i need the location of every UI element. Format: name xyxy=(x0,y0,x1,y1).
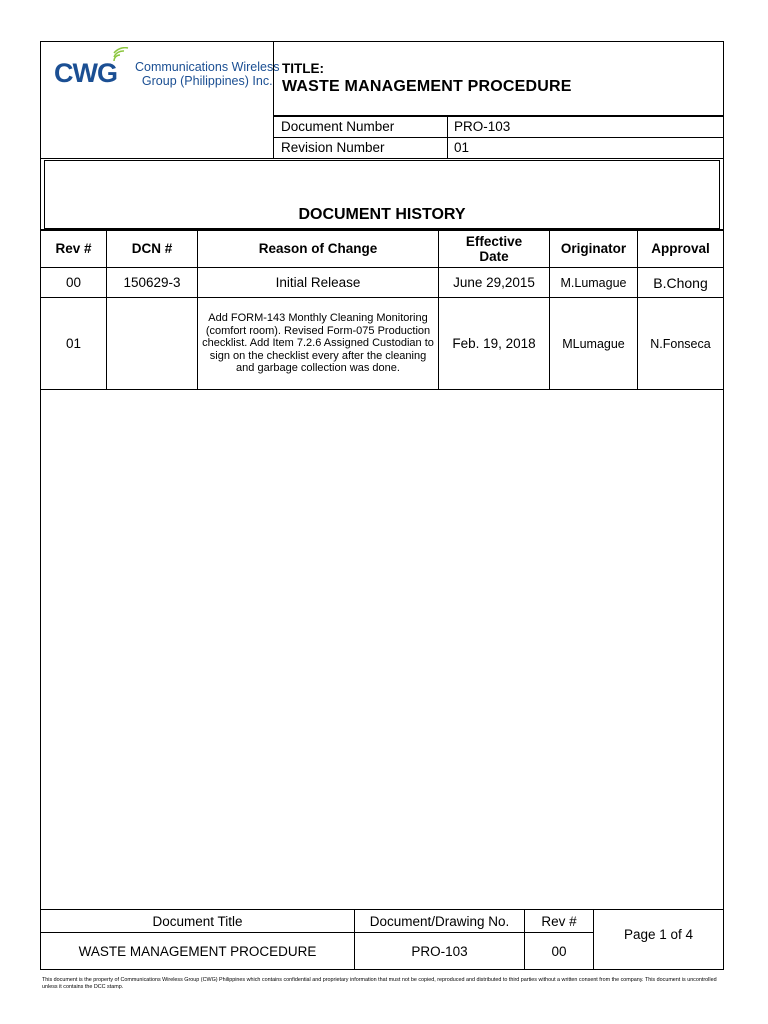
col-header-date: Effective Date xyxy=(465,233,523,264)
table-cell-rev: 01 xyxy=(65,336,82,351)
footer-doc-title-value: WASTE MANAGEMENT PROCEDURE xyxy=(78,943,317,959)
page-title: WASTE MANAGEMENT PROCEDURE xyxy=(282,78,572,95)
table-cell-rev: 00 xyxy=(65,275,82,290)
section-title: DOCUMENT HISTORY xyxy=(298,206,466,223)
footer-rev-label: Rev # xyxy=(541,913,577,929)
title-underline xyxy=(274,115,723,117)
header-divider xyxy=(273,42,274,158)
page-number: Page 1 of 4 xyxy=(623,926,694,942)
footer-rev-value: 00 xyxy=(551,943,567,959)
table-cell-approval: B.Chong xyxy=(653,274,708,291)
doc-number-label: Document Number xyxy=(281,119,395,134)
table-cell-dcn xyxy=(107,298,197,389)
company-name: Communications Wireless Group (Philippines) Inc. xyxy=(135,60,280,88)
col-header-approval: Approval xyxy=(651,241,710,256)
col-header-reason: Reason of Change xyxy=(258,241,378,256)
table-cell-approval: N.Fonseca xyxy=(650,336,711,351)
company-logo: CWG xyxy=(54,58,117,88)
table-cell-originator: MLumague xyxy=(562,336,625,351)
table-cell-date: June 29,2015 xyxy=(453,275,535,290)
footer-drawing-label: Document/Drawing No. xyxy=(369,913,510,929)
table-cell-dcn: 150629-3 xyxy=(123,275,181,290)
wireless-waves-icon xyxy=(112,47,132,63)
col-header-dcn: DCN # xyxy=(131,241,173,256)
table-cell-reason: Initial Release xyxy=(275,275,361,290)
col-header-originator: Originator xyxy=(560,241,627,256)
disclaimer: This document is the property of Communications Wireless Group (CWG) Philippines which contains confidential and proprietary information that must not be copied, reproduced and distributed to third parties without a written consent from the company. This document is uncontrolled unless it contains the DCC stamp. xyxy=(42,977,717,990)
table-cell-originator: M.Lumague xyxy=(560,275,627,290)
revision-label: Revision Number xyxy=(281,140,385,155)
revision-value: 01 xyxy=(454,140,470,155)
footer-drawing-value: PRO-103 xyxy=(411,943,468,959)
doc-number-value: PRO-103 xyxy=(454,119,511,134)
footer-doc-title-label: Document Title xyxy=(152,913,243,929)
table-cell-reason: Add FORM-143 Monthly Cleaning Monitoring (comfort room). Revised Form-075 Production checklist. Add Item 7.2.6 Assigned Custodian to sign on the checklist every after the cleaning and garbage collection was done. xyxy=(202,312,434,375)
table-cell-date: Feb. 19, 2018 xyxy=(452,336,536,351)
title-label: TITLE: xyxy=(282,61,324,76)
col-header-rev: Rev # xyxy=(55,241,92,256)
